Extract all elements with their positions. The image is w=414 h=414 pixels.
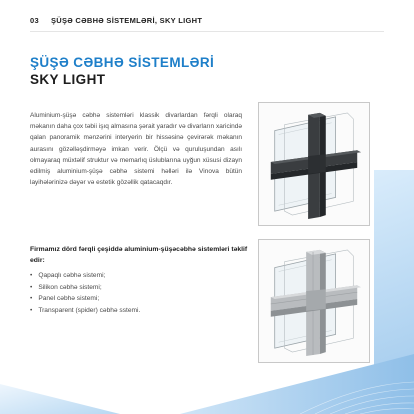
page-number: 03 — [30, 15, 39, 25]
list-item: • Panel cəbhə sistemi; — [30, 293, 230, 305]
silver-profile-illustration — [259, 240, 369, 362]
page-title — [30, 54, 330, 88]
list-item: • Qapaqlı cəbhə sistemi; — [30, 270, 230, 282]
dark-profile-illustration — [259, 103, 369, 225]
page-header — [30, 11, 384, 29]
system-types-list — [30, 270, 230, 316]
intro-paragraph: Aluminium-şüşə cəbhə sistemləri klassik divarlardan fərqli olaraq məkanın daha çox təbii işıq almasına şərait yaradır və divarların xaricində qalan panoramik mənzərini interyerin bir hissəsinə çevirərək məkanın aurasını gözəlləşdirməyə imkan verir. Ölçü və quruluşundan asılı olmayaraq müxtəlif struktur və memarlıq üslublarına uyğun xüsusi dizayn edilmiş aluminium-şüşə cəbhə sistemi həlləri ilə Vinova bütün layihələrinizə dəyər və estetik gözəllik qatacaqdır. — [30, 112, 242, 187]
list-item: • Transparent (spider) cəbhə sstemi. — [30, 305, 230, 317]
silver-facade-profile-image — [258, 239, 370, 363]
offer-heading: Firmamız dörd fərqli çeşiddə aluminium-şüşəcəbhə sistemləri təklif edir: — [30, 246, 248, 264]
list-item: • Silikon cəbhə sistemi; — [30, 282, 230, 294]
title-line-1: ŞÜŞƏ CƏBHƏ SİSTEMLƏRİ — [30, 55, 215, 70]
header-divider — [30, 31, 384, 32]
title-line-2: SKY LIGHT — [30, 72, 106, 87]
section-title: ŞÜŞƏ CƏBHƏ SİSTEMLƏRİ, SKY LIGHT — [50, 15, 203, 25]
dark-facade-profile-image — [258, 102, 370, 226]
